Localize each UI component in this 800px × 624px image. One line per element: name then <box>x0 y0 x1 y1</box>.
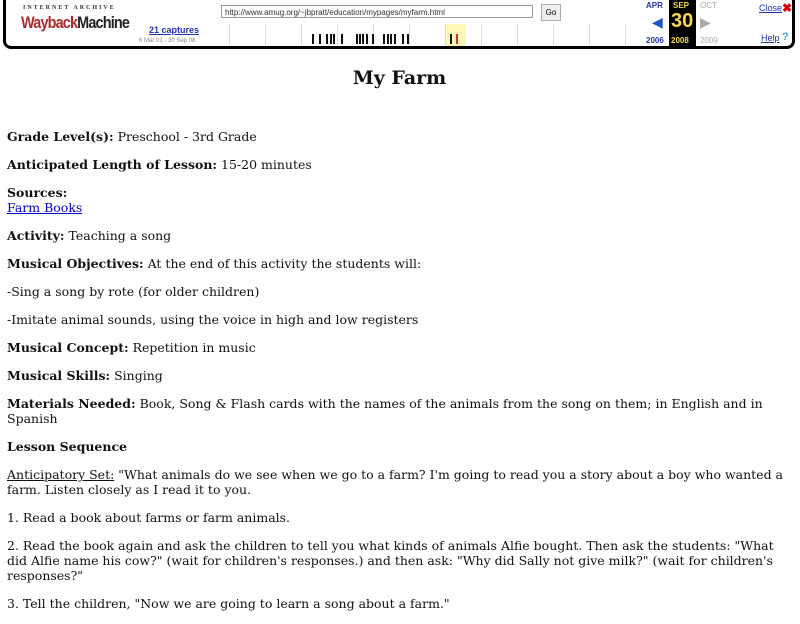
next-year: 2009 <box>700 36 718 45</box>
capture-range: 6 Mar 01 - 30 Sep 08 <box>139 38 196 44</box>
prev-year[interactable]: 2006 <box>646 36 664 45</box>
wayback-toolbar <box>3 0 795 49</box>
capture-mark[interactable] <box>456 34 458 44</box>
year-divider <box>409 24 410 46</box>
concept-value: Repetition in music <box>128 340 256 355</box>
capture-mark[interactable] <box>312 34 314 44</box>
objectives-value: At the end of this activity the students will: <box>143 256 422 271</box>
year-divider <box>517 24 518 46</box>
activity-label: Activity: <box>7 228 65 243</box>
capture-mark[interactable] <box>450 34 452 44</box>
capture-mark[interactable] <box>372 34 374 44</box>
logo-caption: INTERNET ARCHIVE <box>23 5 116 11</box>
grade-label: Grade Level(s): <box>7 129 114 144</box>
logo-machine: Machine <box>77 13 130 32</box>
year-divider <box>553 24 554 46</box>
help-icon[interactable]: ? <box>782 31 789 43</box>
anticipatory-text: "What animals do we see when we go to a farm? I'm going to read you a story about a boy who wanted a farm. Listen closely as I read it to you. <box>7 467 784 497</box>
capture-mark[interactable] <box>362 34 364 44</box>
capture-mark[interactable] <box>341 34 343 44</box>
year-divider <box>625 24 626 46</box>
length-label: Anticipated Length of Lesson: <box>7 157 218 172</box>
year-divider <box>301 24 302 46</box>
captures-link[interactable]: 21 captures <box>149 25 200 35</box>
capture-mark[interactable] <box>366 34 368 44</box>
year-divider <box>445 24 446 46</box>
capture-mark[interactable] <box>326 34 328 44</box>
next-arrow-icon: ▶ <box>700 14 711 30</box>
capture-mark[interactable] <box>330 34 332 44</box>
capture-sparkline[interactable] <box>209 24 639 46</box>
objective-1: -Sing a song by rote (for older children) <box>7 284 260 299</box>
year-divider <box>265 24 266 46</box>
year-divider <box>589 24 590 46</box>
lesson-sequence-heading: Lesson Sequence <box>7 439 128 454</box>
current-month: SEP <box>673 1 690 10</box>
capture-mark[interactable] <box>359 34 361 44</box>
capture-mark[interactable] <box>402 34 404 44</box>
length-value: 15-20 minutes <box>217 157 312 172</box>
step-1: 1. Read a book about farms or farm animals. <box>7 510 291 525</box>
next-month: OCT <box>700 1 717 10</box>
capture-mark[interactable] <box>387 34 389 44</box>
sources-label: Sources: <box>7 185 68 200</box>
help-link[interactable]: Help <box>761 33 780 43</box>
objective-2: -Imitate animal sounds, using the voice in high and low registers <box>7 312 419 327</box>
current-year: 2008 <box>671 36 689 45</box>
page-content <box>7 64 792 624</box>
current-day: 30 <box>671 10 694 32</box>
current-date <box>669 0 696 46</box>
prev-arrow-icon[interactable]: ◀ <box>652 14 663 30</box>
prev-month[interactable]: APR <box>646 1 663 10</box>
year-divider <box>229 24 230 46</box>
materials-value: Book, Song & Flash cards with the names of the animals from the song on them; in English and in Spanish <box>7 396 763 426</box>
step-3: 3. Tell the children, "Now we are going to learn a song about a farm." <box>7 596 450 611</box>
skills-label: Musical Skills: <box>7 368 111 383</box>
capture-mark[interactable] <box>407 34 409 44</box>
objectives-label: Musical Objectives: <box>7 256 144 271</box>
close-link[interactable]: Close <box>759 3 783 13</box>
capture-mark[interactable] <box>390 34 392 44</box>
step-2: 2. Read the book again and ask the children to tell you what kinds of animals Alfie bought. Then ask the students: "What did Alfie name his cow?" (wait for children's responses.) and then ask: "Why did Sally not give milk?" (wait for children's responses?" <box>7 538 774 583</box>
capture-mark[interactable] <box>319 34 321 44</box>
close-icon[interactable]: ✖ <box>782 1 793 15</box>
wayback-logo[interactable] <box>21 13 129 33</box>
page-title: My Farm <box>352 67 447 89</box>
skills-value: Singing <box>110 368 163 383</box>
grade-value: Preschool - 3rd Grade <box>113 129 257 144</box>
year-divider <box>337 24 338 46</box>
anticipatory-label: Anticipatory Set: <box>7 467 115 482</box>
capture-mark[interactable] <box>333 34 335 44</box>
capture-mark[interactable] <box>394 34 396 44</box>
capture-mark[interactable] <box>383 34 385 44</box>
go-button[interactable]: Go <box>541 4 561 21</box>
url-input[interactable]: http://www.amug.org/~jbpratt/education/mypages/myfarm.html <box>221 5 533 18</box>
farm-books-link[interactable]: Farm Books <box>7 200 83 215</box>
capture-mark[interactable] <box>356 34 358 44</box>
logo-wayback: Wayback <box>21 13 78 32</box>
concept-label: Musical Concept: <box>7 340 129 355</box>
activity-value: Teaching a song <box>64 228 172 243</box>
materials-label: Materials Needed: <box>7 396 136 411</box>
year-divider <box>481 24 482 46</box>
